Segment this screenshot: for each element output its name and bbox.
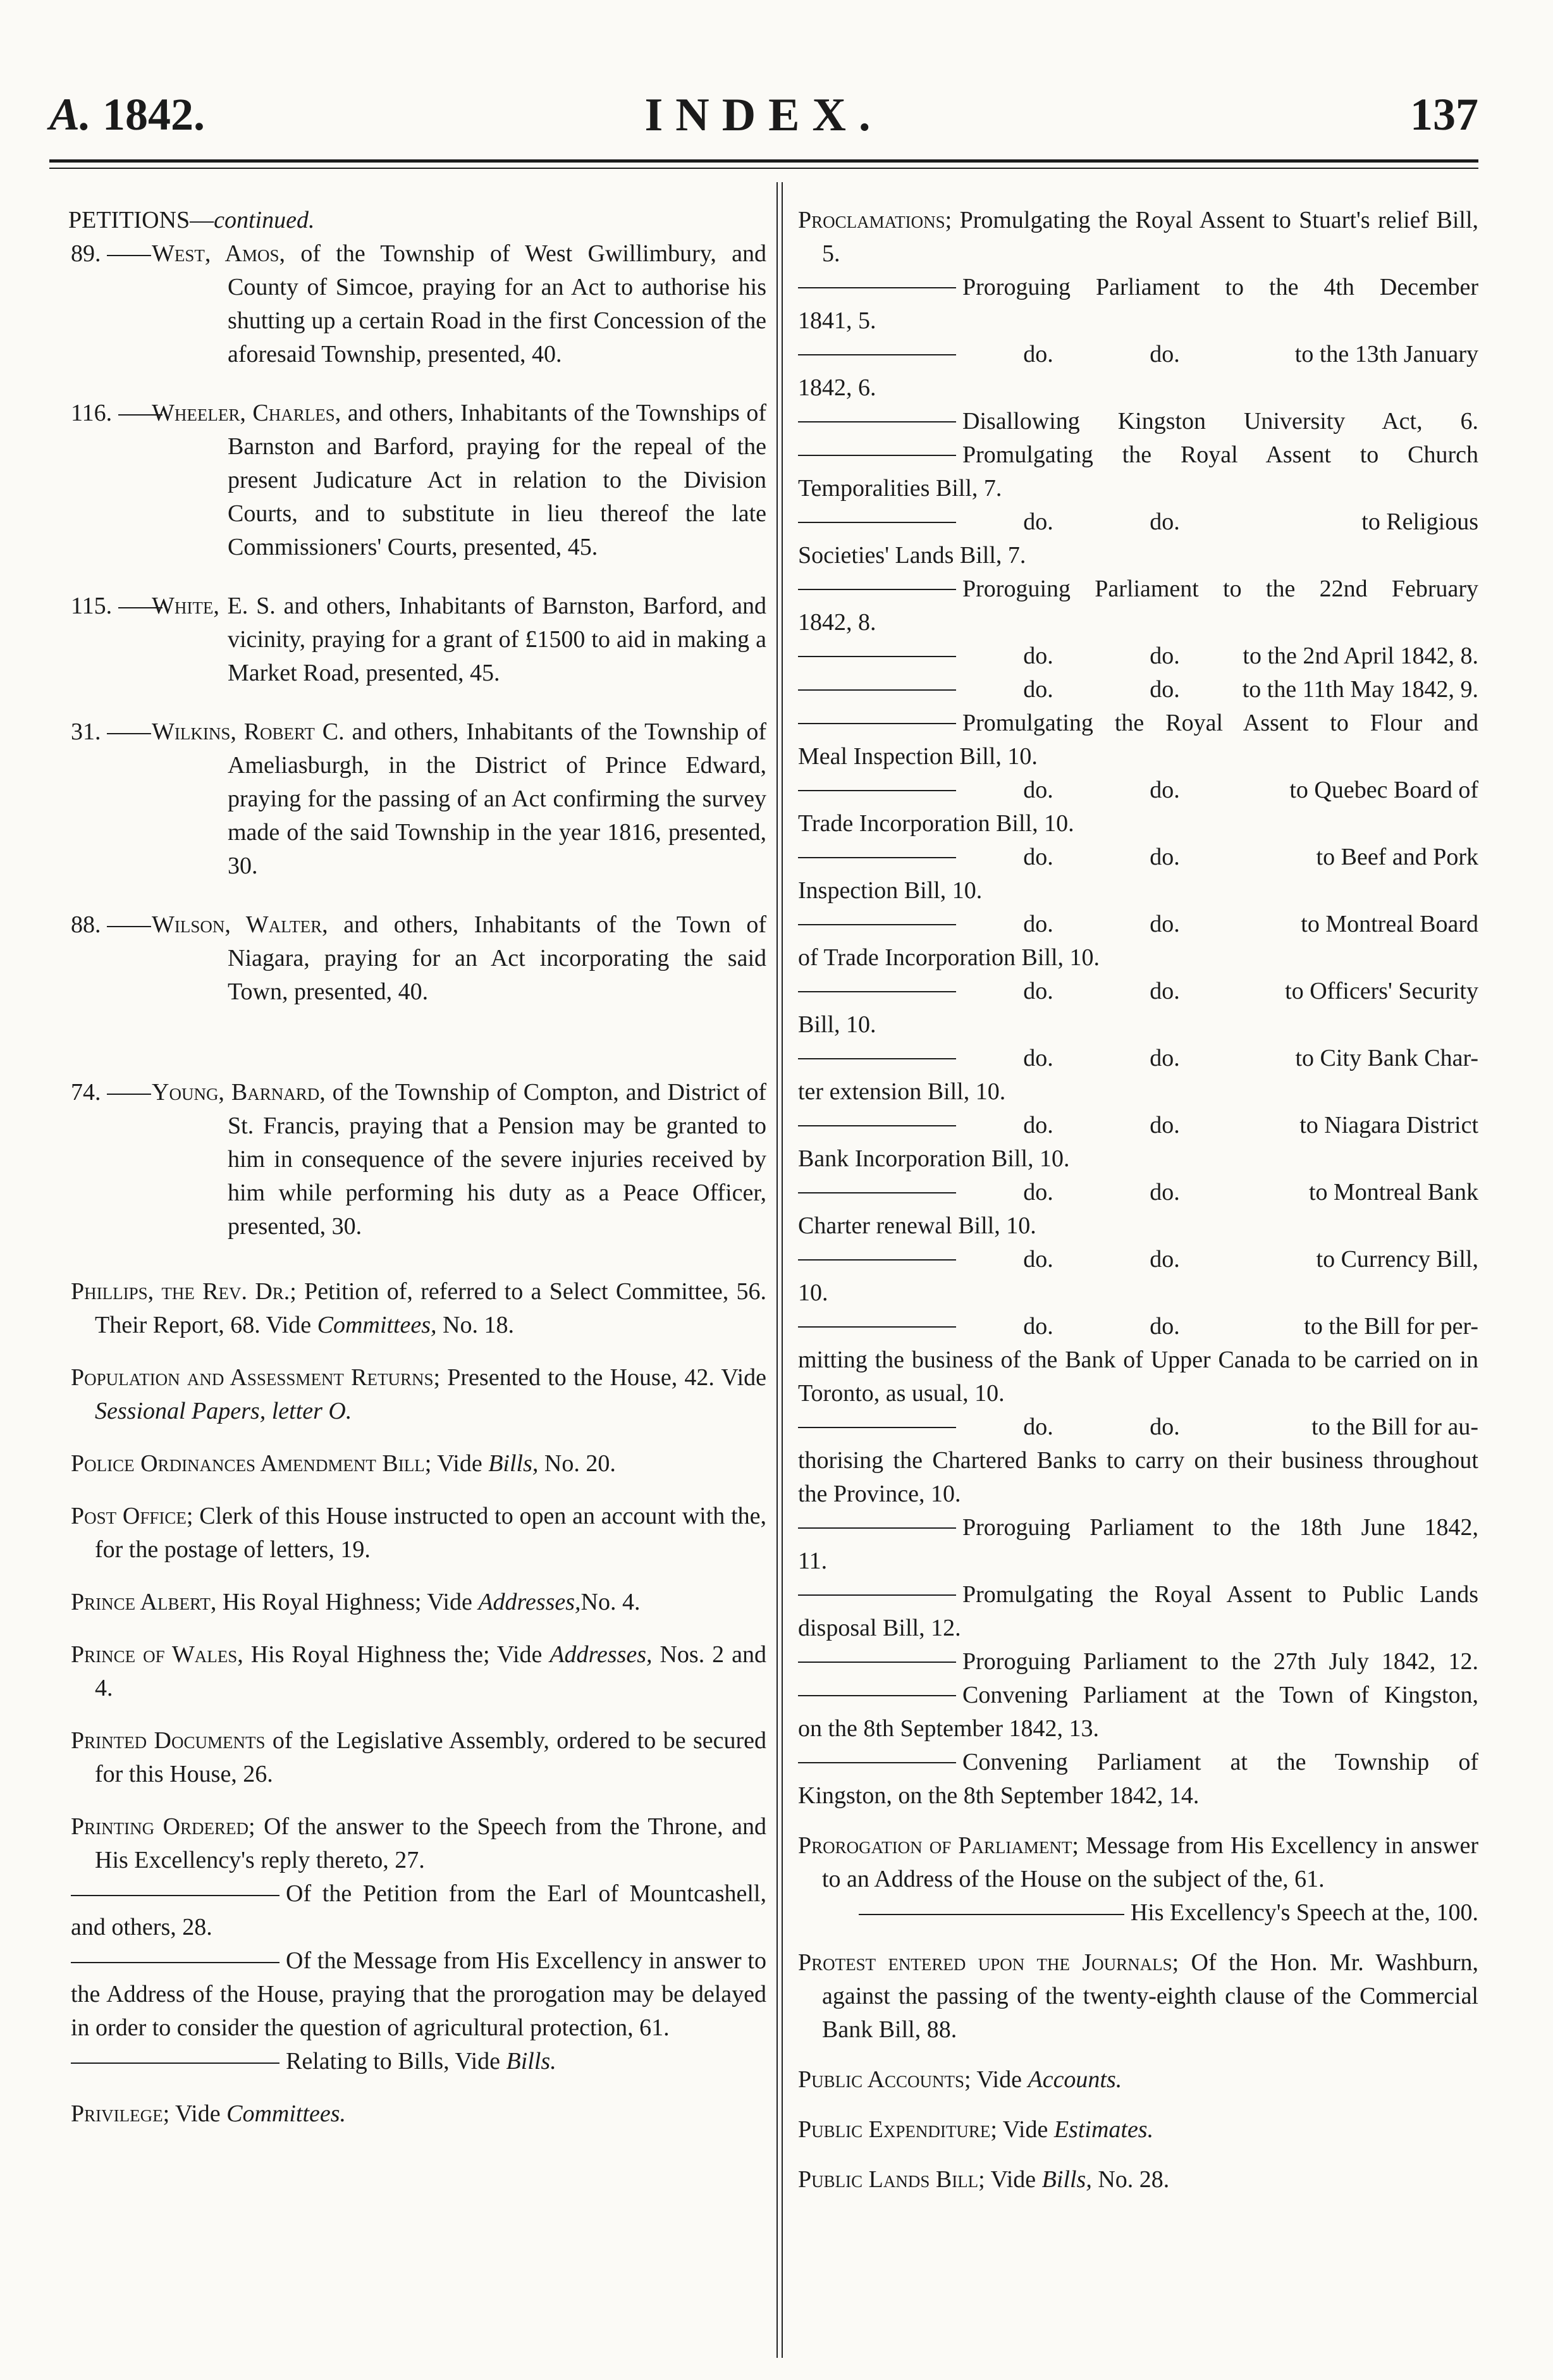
proclamation-line: [798, 673, 1478, 706]
petition-text: of the Township of West Gwillimbury, and County of Simcoe, praying for an Act to authorise his shutting up a certain Road in the first Concession of the aforesaid Township, presented, 40.: [228, 240, 767, 367]
column-divider-inner: [782, 182, 783, 2358]
petition-entry: [71, 397, 766, 564]
entry-heading: Protest entered upon the Journals;: [798, 1949, 1179, 1976]
proclamation-item: [798, 1042, 1478, 1109]
proclamation-line: [798, 271, 1478, 304]
ditto-dash: [798, 723, 956, 724]
proclamation-item: [798, 639, 1478, 673]
ditto-mark: do.: [1023, 1246, 1053, 1273]
ditto-dash: [798, 656, 956, 657]
proclamation-continuation: Trade Incorporation Bill, 10.: [798, 810, 1074, 837]
ditto-mark: do.: [1023, 676, 1053, 703]
proclamation-continuation: Inspection Bill, 10.: [798, 877, 983, 904]
entry-heading: Public Accounts;: [798, 2066, 971, 2093]
index-entry-prorogation: [798, 1829, 1478, 1896]
proclamation-text: to Currency Bill,: [1316, 1246, 1478, 1273]
proclamation-continuation: 1842, 6.: [798, 374, 876, 401]
proclamation-line: [798, 1176, 1478, 1209]
proclamation-text: to City Bank Char-: [1295, 1045, 1478, 1071]
petition-number: 88.: [71, 911, 101, 938]
entry-heading: Phillips, the Rev. Dr.;: [71, 1278, 297, 1305]
petition-number: 115.: [71, 593, 113, 619]
ditto-dash: [798, 1662, 956, 1663]
petition-number: 89.: [71, 240, 101, 267]
proclamation-list: [798, 271, 1478, 1813]
proclamation-line: [798, 1645, 1478, 1679]
entry-heading: Printing Ordered;: [71, 1813, 255, 1840]
proclamation-item: [798, 841, 1478, 908]
proclamation-continuation: Bill, 10.: [798, 1011, 876, 1038]
proclamation-line: [798, 1679, 1478, 1712]
entry-text-tail: No. 20.: [538, 1450, 616, 1477]
ditto-dash: [798, 1427, 956, 1428]
entry-text-tail: Nos. 2 and 4.: [95, 1641, 766, 1701]
proclamation-text: to Quebec Board of: [1289, 777, 1478, 803]
proclamation-line: [798, 1746, 1478, 1779]
ditto-mark: do.: [1150, 1045, 1180, 1071]
ditto-dash: [798, 689, 956, 691]
proclamation-text: to Religious: [1361, 509, 1478, 535]
ditto-mark: do.: [1023, 1045, 1053, 1071]
ditto-dash: [798, 857, 956, 858]
proclamation-item: [798, 1679, 1478, 1746]
ditto-mark: do.: [1150, 341, 1180, 367]
proclamation-continuation: 11.: [798, 1548, 828, 1574]
petition-entry: [71, 237, 766, 371]
index-entry-printed-documents: [71, 1724, 766, 1791]
proclamation-line: [798, 572, 1478, 606]
proclamation-line: [798, 405, 1478, 438]
entry-text: Message from His Excellency in answer to an Address of the House on the subject of the, 61.: [822, 1832, 1478, 1892]
entry-reference: Sessional Papers, letter O.: [95, 1398, 352, 1424]
proclamation-line: [798, 908, 1478, 941]
index-entry-proclamations: [798, 204, 1478, 271]
entry-reference: Bills,: [1041, 2166, 1092, 2193]
proclamation-line: [798, 505, 1478, 539]
sub-entry: [71, 2045, 766, 2078]
entry-text: His Royal Highness the; Vide: [250, 1641, 550, 1668]
sub-entry-text: His Excellency's Speech at the, 100.: [1130, 1899, 1478, 1926]
proclamation-text: to Montreal Board: [1301, 911, 1478, 937]
entry-text-tail: No. 28.: [1091, 2166, 1170, 2193]
proclamation-item: [798, 774, 1478, 841]
proclamation-line: [798, 1578, 1478, 1612]
proclamation-line: [798, 338, 1478, 371]
entry-text: Of the answer to the Speech from the Throne, and His Excellency's reply thereto, 27.: [95, 1813, 766, 1873]
ditto-dash: [798, 991, 956, 992]
index-entry-public-expenditure: [798, 2113, 1478, 2147]
entry-text: Vide: [990, 2166, 1042, 2193]
sub-entry-text: Of the Petition from the Earl of Mountcashell, and others, 28.: [71, 1880, 766, 1940]
sub-entry: [798, 1896, 1478, 1930]
proclamation-continuation: Temporalities Bill, 7.: [798, 475, 1002, 502]
ditto-mark: do.: [1150, 777, 1180, 803]
petition-entry: [71, 908, 766, 1009]
proclamation-text: to the 2nd April 1842, 8.: [1243, 643, 1478, 669]
ditto-dash: [798, 790, 956, 791]
proclamation-text: to Beef and Pork: [1316, 844, 1478, 870]
proclamation-continuation: disposal Bill, 12.: [798, 1615, 961, 1641]
proclamation-line: [798, 1410, 1478, 1444]
entry-reference: Committees.: [226, 2100, 347, 2127]
entry-heading: Prince of Wales,: [71, 1641, 243, 1668]
proclamation-item: [798, 1243, 1478, 1310]
entry-heading: Post Office;: [71, 1503, 193, 1529]
page-number: 137: [1410, 89, 1478, 140]
index-entry-public-accounts: [798, 2063, 1478, 2097]
entry-text: Petition of, referred to a Select Committee, 56. Their Report, 68. Vide: [95, 1278, 766, 1338]
left-column: [68, 204, 767, 2131]
sub-entry: [71, 1944, 766, 2045]
entry-reference: Accounts.: [1028, 2066, 1122, 2093]
entry-text: Vide: [976, 2066, 1028, 2093]
petitioner-name: Wilson, Walter,: [152, 911, 328, 938]
proclamation-continuation: Meal Inspection Bill, 10.: [798, 743, 1038, 770]
index-entry-post-office: [71, 1500, 766, 1567]
section-heading: PETITIONS—continued.: [68, 207, 315, 233]
proclamation-line: [798, 975, 1478, 1008]
petitioner-name: West, Amos,: [152, 240, 286, 267]
index-entry-protest: [798, 1946, 1478, 2047]
proclamation-item: [798, 1578, 1478, 1645]
proclamation-text: to the 13th January: [1294, 341, 1478, 367]
entry-text: Vide: [175, 2100, 227, 2127]
proclamation-text: to Montreal Bank: [1308, 1179, 1478, 1205]
entry-heading: Population and Assessment Returns;: [71, 1364, 441, 1391]
proclamation-item: [798, 438, 1478, 505]
entry-text-tail: No. 4.: [580, 1589, 641, 1615]
header-rule: [49, 159, 1478, 163]
ditto-mark: do.: [1150, 1179, 1180, 1205]
entry-text: Vide: [1002, 2116, 1054, 2143]
petition-entry: [71, 589, 766, 690]
ditto-dash: [798, 1527, 956, 1529]
ditto-mark: do.: [1023, 978, 1053, 1004]
ditto-mark: do.: [1023, 643, 1053, 669]
proclamation-continuation: mitting the business of the Bank of Upper Canada to be carried on in Toronto, as usual, 10.: [798, 1347, 1478, 1407]
entry-text: of the Legislative Assembly, ordered to be secured for this House, 26.: [95, 1727, 766, 1787]
proclamation-text: Convening Parliament at the Township of: [962, 1749, 1478, 1775]
ditto-dash: [798, 589, 956, 590]
proclamation-item: [798, 1109, 1478, 1176]
proclamation-text: Convening Parliament at the Town of Kingston,: [962, 1682, 1478, 1708]
proclamation-text: to the Bill for per-: [1304, 1313, 1478, 1340]
proclamation-item: [798, 338, 1478, 405]
ditto-dash: [798, 1259, 956, 1261]
entry-heading: Police Ordinances Amendment Bill;: [71, 1450, 432, 1477]
entry-text-tail: No. 18.: [436, 1312, 515, 1338]
proclamation-continuation: 1842, 8.: [798, 609, 876, 636]
ditto-dash: [798, 1326, 956, 1328]
proclamation-line: [798, 1310, 1478, 1343]
ditto-mark: do.: [1023, 509, 1053, 535]
sub-entry-text: Relating to Bills, Vide: [286, 2048, 506, 2075]
header-title: INDEX.: [644, 89, 883, 141]
entry-reference: Estimates.: [1053, 2116, 1154, 2143]
proclamation-line: [798, 1243, 1478, 1276]
proclamation-item: [798, 572, 1478, 639]
petition-number: 74.: [71, 1079, 101, 1106]
proclamation-continuation: Bank Incorporation Bill, 10.: [798, 1145, 1070, 1172]
ditto-mark: do.: [1150, 844, 1180, 870]
ditto-dash: [798, 924, 956, 925]
proclamation-item: [798, 706, 1478, 774]
petitioner-name: White, E. S.: [152, 593, 276, 619]
proclamation-line: [798, 706, 1478, 740]
proclamation-line: [798, 1511, 1478, 1545]
entry-reference: Addresses,: [478, 1589, 581, 1615]
proclamation-continuation: 10.: [798, 1279, 828, 1306]
ditto-mark: do.: [1023, 1414, 1053, 1440]
ditto-mark: do.: [1023, 911, 1053, 937]
entry-heading: Prince Albert,: [71, 1589, 217, 1615]
ditto-mark: do.: [1150, 1414, 1180, 1440]
proclamation-item: [798, 271, 1478, 338]
proclamation-item: [798, 1310, 1478, 1410]
ditto-mark: do.: [1150, 978, 1180, 1004]
proclamation-item: [798, 405, 1478, 438]
petition-text: of the Township of Compton, and District of St. Francis, praying that a Pension may be granted to him in consequence of the severe injuries received by him while performing his duty as a Peace Officer, presented, 30.: [228, 1079, 767, 1240]
petitioner-name: Wilkins, Robert C.: [152, 718, 345, 745]
ditto-mark: do.: [1023, 341, 1053, 367]
petitioner-name: Wheeler, Charles,: [152, 400, 341, 426]
entry-heading: Privilege;: [71, 2100, 170, 2127]
entry-reference: Addresses,: [549, 1641, 653, 1668]
index-entry-printing-ordered: [71, 1810, 766, 1877]
proclamation-line: [798, 639, 1478, 673]
ditto-dash: [798, 1125, 956, 1126]
entry-heading: Proclamations;: [798, 207, 952, 233]
proclamation-text: Proroguing Parliament to the 4th December: [962, 274, 1478, 300]
entry-heading: Public Expenditure;: [798, 2116, 997, 2143]
page-header: [49, 89, 1478, 158]
proclamation-item: [798, 1746, 1478, 1813]
proclamation-continuation: thorising the Chartered Banks to carry on their business throughout the Province, 10.: [798, 1447, 1478, 1507]
index-entry-prince-of-wales: [71, 1638, 766, 1705]
entry-text: Vide: [437, 1450, 489, 1477]
entry-text: Promulgating the Royal Assent to Stuart's relief Bill, 5.: [822, 207, 1479, 267]
ditto-dash: [798, 1192, 956, 1193]
proclamation-line: [798, 774, 1478, 807]
proclamation-text: to Officers' Security: [1285, 978, 1478, 1004]
sub-entry: [71, 1877, 766, 1944]
proclamation-text: to the Bill for au-: [1311, 1414, 1478, 1440]
proclamation-continuation: Kingston, on the 8th September 1842, 14.: [798, 1782, 1200, 1809]
proclamation-item: [798, 975, 1478, 1042]
proclamation-item: [798, 1645, 1478, 1679]
ditto-dash: [798, 1695, 956, 1696]
entry-heading: Public Lands Bill;: [798, 2166, 985, 2193]
sub-entry-text: Of the Message from His Excellency in answer to the Address of the House, praying that the prorogation may be delayed in order to consider the question of agricultural protection, 61.: [71, 1947, 766, 2041]
proclamation-text: Promulgating the Royal Assent to Church: [962, 441, 1478, 468]
entry-text: Of the Hon. Mr. Washburn, against the passing of the twenty-eighth clause of the Commercial Bank Bill, 88.: [822, 1949, 1478, 2043]
petition-entry: [71, 715, 766, 883]
ditto-mark: do.: [1023, 1112, 1053, 1138]
header-year: A. 1842.: [49, 89, 206, 140]
entry-text: Clerk of this House instructed to open an account with the, for the postage of letters, 19.: [95, 1503, 767, 1563]
ditto-mark: do.: [1023, 1313, 1053, 1340]
ditto-mark: do.: [1023, 844, 1053, 870]
proclamation-continuation: Societies' Lands Bill, 7.: [798, 542, 1026, 569]
entry-text: His Royal Highness; Vide: [222, 1589, 479, 1615]
ditto-mark: do.: [1150, 676, 1180, 703]
proclamation-item: [798, 1511, 1478, 1578]
header-rule-thin: [49, 168, 1478, 169]
proclamation-text: Promulgating the Royal Assent to Flour and: [962, 710, 1478, 736]
proclamation-continuation: Charter renewal Bill, 10.: [798, 1212, 1036, 1239]
index-entry-phillips: [71, 1275, 766, 1342]
proclamation-text: Disallowing Kingston University Act, 6.: [962, 408, 1478, 435]
ditto-mark: do.: [1150, 1112, 1180, 1138]
entry-text: Presented to the House, 42. Vide: [447, 1364, 766, 1391]
proclamation-continuation: of Trade Incorporation Bill, 10.: [798, 944, 1100, 971]
petition-text: and others, Inhabitants of the Townships of Barnston and Barford, praying for the repeal of the present Judicature Act in relation to the Division Courts, and to substitute in lieu thereof the late Commissioners' Courts, presented, 45.: [228, 400, 767, 560]
proclamation-text: Proroguing Parliament to the 27th July 1842, 12.: [962, 1648, 1478, 1675]
index-entry-public-lands-bill: [798, 2163, 1478, 2197]
proclamation-continuation: on the 8th September 1842, 13.: [798, 1715, 1099, 1742]
proclamation-text: Proroguing Parliament to the 18th June 1842,: [962, 1514, 1478, 1541]
proclamation-text: to the 11th May 1842, 9.: [1242, 676, 1478, 703]
proclamation-item: [798, 673, 1478, 706]
ditto-dash: [798, 1762, 956, 1763]
ditto-mark: do.: [1150, 509, 1180, 535]
ditto-dash: [798, 1594, 956, 1596]
ditto-mark: do.: [1150, 1313, 1180, 1340]
petition-number: 116.: [71, 400, 113, 426]
index-entry-privilege: [71, 2097, 766, 2131]
ditto-mark: do.: [1150, 911, 1180, 937]
entry-reference: Bills,: [488, 1450, 539, 1477]
index-entry-prince-albert: [71, 1586, 766, 1619]
entry-reference: Bills.: [506, 2048, 556, 2075]
petition-number: 31.: [71, 718, 101, 745]
petitioner-name: Young, Barnard,: [152, 1079, 326, 1106]
ditto-mark: do.: [1150, 643, 1180, 669]
proclamation-line: [798, 1109, 1478, 1142]
index-entry-police: [71, 1447, 766, 1481]
proclamation-text: Proroguing Parliament to the 22nd February: [962, 576, 1478, 602]
petition-text: and others, Inhabitants of the Township of Ameliasburgh, in the District of Prince Edward, praying for the passing of an Act confirming the survey made of the said Township in the year 1816, presented, 30.: [228, 718, 766, 879]
proclamation-item: [798, 1176, 1478, 1243]
index-entry-population: [71, 1361, 766, 1428]
proclamation-item: [798, 908, 1478, 975]
right-column: [798, 204, 1478, 2197]
ditto-dash: [798, 455, 956, 456]
ditto-mark: do.: [1150, 1246, 1180, 1273]
entry-reference: Committees,: [317, 1312, 437, 1338]
proclamation-line: [798, 1042, 1478, 1075]
petition-entry: [71, 1076, 766, 1243]
ditto-dash: [798, 522, 956, 523]
entry-heading: Printed Documents: [71, 1727, 266, 1754]
petition-text: and others, Inhabitants of the Town of Niagara, praying for an Act incorporating the said Town, presented, 40.: [228, 911, 766, 1005]
ditto-dash: [798, 287, 956, 288]
proclamation-text: to Niagara District: [1299, 1112, 1478, 1138]
proclamation-continuation: ter extension Bill, 10.: [798, 1078, 1006, 1105]
ditto-mark: do.: [1023, 1179, 1053, 1205]
ditto-mark: do.: [1023, 777, 1053, 803]
proclamation-item: [798, 505, 1478, 572]
column-divider: [776, 182, 778, 2358]
proclamation-line: [798, 841, 1478, 874]
ditto-dash: [798, 354, 956, 355]
entry-heading: Prorogation of Parliament;: [798, 1832, 1079, 1859]
proclamation-line: [798, 438, 1478, 472]
petition-text: and others, Inhabitants of Barnston, Barford, and vicinity, praying for a grant of £1500 to aid in making a Market Road, presented, 45.: [228, 593, 766, 686]
proclamation-item: [798, 1410, 1478, 1511]
proclamation-continuation: 1841, 5.: [798, 307, 876, 334]
ditto-dash: [798, 421, 956, 422]
ditto-dash: [798, 1058, 956, 1059]
proclamation-text: Promulgating the Royal Assent to Public Lands: [962, 1581, 1478, 1608]
